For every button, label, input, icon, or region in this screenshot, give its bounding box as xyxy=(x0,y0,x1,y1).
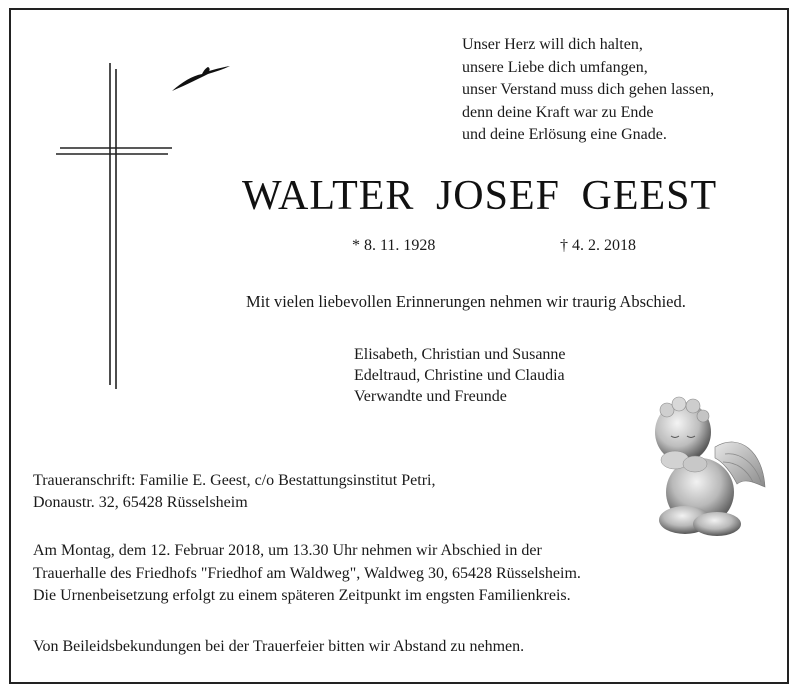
birth-date-value: 8. 11. 1928 xyxy=(364,237,436,254)
condolence-note: Von Beileidsbekundungen bei der Trauerfeier bitten wir Abstand zu nehmen. xyxy=(33,638,525,655)
ceremony-line: Trauerhalle des Friedhofs "Friedhof am Waldweg", Waldweg 30, 65428 Rüsselsheim. xyxy=(33,564,581,582)
angel-figurine-icon xyxy=(645,392,775,542)
mourning-address xyxy=(33,470,435,514)
farewell-text: Mit vielen liebevollen Erinnerungen nehmen wir traurig Abschied. xyxy=(246,292,686,311)
ceremony-details xyxy=(33,540,581,608)
poem xyxy=(462,34,714,147)
death-date-value: 4. 2. 2018 xyxy=(572,237,636,254)
address-line: Donaustr. 32, 65428 Rüsselsheim xyxy=(33,494,248,511)
poem-line: unser Verstand muss dich gehen lassen, xyxy=(462,81,715,98)
birth-date xyxy=(352,237,435,255)
bird-icon xyxy=(170,60,240,100)
poem-line: Unser Herz will dich halten, xyxy=(462,36,643,53)
poem-line: denn deine Kraft war zu Ende xyxy=(462,103,654,121)
mourners-list xyxy=(354,344,566,407)
ceremony-line: Am Montag, dem 12. Februar 2018, um 13.30 Uhr nehmen wir Abschied in der xyxy=(33,542,542,559)
mourner-line: Elisabeth, Christian und Susanne xyxy=(354,346,566,363)
deceased-name: WALTER JOSEF GEEST xyxy=(242,173,718,219)
mourner-line: Edeltraud, Christine und Claudia xyxy=(354,367,565,384)
death-symbol: † xyxy=(560,237,568,254)
poem-line: und deine Erlösung eine Gnade. xyxy=(462,126,667,143)
death-date xyxy=(560,237,636,255)
cross-icon xyxy=(50,55,180,395)
ceremony-line: Die Urnenbeisetzung erfolgt zu einem späteren Zeitpunkt im engsten Familienkreis. xyxy=(33,587,571,604)
poem-line: unsere Liebe dich umfangen, xyxy=(462,58,648,76)
birth-symbol: * xyxy=(352,237,360,254)
address-line: Traueranschrift: Familie E. Geest, c/o Bestattungsinstitut Petri, xyxy=(33,472,436,489)
mourner-line: Verwandte und Freunde xyxy=(354,388,507,405)
